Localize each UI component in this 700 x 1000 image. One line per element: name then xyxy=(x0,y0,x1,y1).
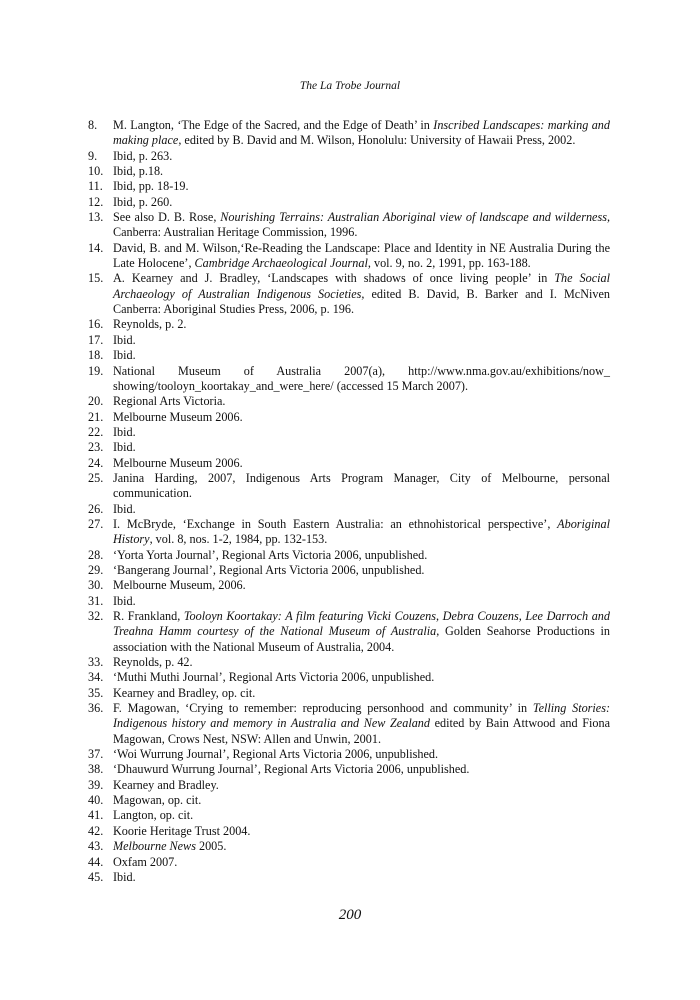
endnote-item xyxy=(88,655,610,670)
endnote-item xyxy=(88,839,610,854)
endnote-text-run: Ibid. xyxy=(113,593,136,608)
endnote-item xyxy=(88,179,610,194)
endnote-number: 40. xyxy=(88,793,104,808)
endnote-item xyxy=(88,333,610,348)
endnote-item xyxy=(88,793,610,808)
endnote-text xyxy=(113,670,434,684)
endnote-text xyxy=(113,563,424,577)
endnote-text xyxy=(113,210,610,239)
endnote-text xyxy=(113,778,219,792)
endnote-item xyxy=(88,701,610,747)
endnote-number: 32. xyxy=(88,609,104,623)
endnote-text-run: edited B. David, B. Barker and I. McNiven Canberra: Aboriginal Studies Press, 2006, p. 196. xyxy=(113,286,610,317)
endnote-item xyxy=(88,686,610,701)
endnote-item xyxy=(88,425,610,440)
endnote-number: 43. xyxy=(88,839,104,854)
endnote-text xyxy=(113,195,172,209)
endnote-text xyxy=(113,855,177,869)
endnote-text xyxy=(113,394,225,408)
endnote-item xyxy=(88,164,610,179)
endnote-text-run: Oxfam 2007. xyxy=(113,854,178,869)
endnote-text xyxy=(113,456,243,470)
endnote-item xyxy=(88,271,610,317)
endnote-text xyxy=(113,793,201,807)
endnote-item xyxy=(88,563,610,578)
endnote-text xyxy=(113,609,610,654)
endnote-number: 38. xyxy=(88,762,104,777)
endnote-text-run: ‘Woi Wurrung Journal’, Regional Arts Victoria 2006, unpublished. xyxy=(113,747,439,762)
endnote-item xyxy=(88,870,610,885)
endnote-text-run: I. McBryde, ‘Exchange in South Eastern Australia: an ethnohistorical perspective’, xyxy=(113,516,558,531)
endnote-italic-title: Cambridge Archaeological Journal xyxy=(194,256,368,271)
endnote-text xyxy=(113,118,610,147)
endnote-number: 17. xyxy=(88,332,104,347)
endnote-text-run: , edited by B. David and M. Wilson, Honolulu: University of Hawaii Press, 2002. xyxy=(178,133,576,148)
endnote-text xyxy=(113,762,469,776)
endnote-item xyxy=(88,670,610,685)
endnote-number: 25. xyxy=(88,470,104,485)
endnote-text-run: Ibid. xyxy=(113,348,136,363)
endnote-text xyxy=(113,747,438,761)
endnote-item xyxy=(88,578,610,593)
endnote-text xyxy=(113,594,136,608)
endnote-number: 20. xyxy=(88,394,104,409)
endnote-number: 13. xyxy=(88,210,104,225)
endnote-text-run: Melbourne Museum, 2006. xyxy=(113,578,246,593)
endnote-text xyxy=(113,348,136,362)
endnote-item xyxy=(88,609,610,655)
page-number: 200 xyxy=(338,907,362,923)
endnote-number: 18. xyxy=(88,348,104,363)
endnote-text-run: See also D. B. Rose, xyxy=(113,210,221,225)
endnote-text-run: Ibid, p. 260. xyxy=(113,194,173,209)
endnote-item xyxy=(88,364,610,395)
endnote-text xyxy=(113,271,610,316)
endnote-text xyxy=(113,425,136,439)
endnote-text-run: Janina Harding, 2007, Indigenous Arts Program Manager, City of Melbourne, personal communication. xyxy=(113,470,610,501)
endnote-text xyxy=(113,701,610,746)
endnote-text-run: Melbourne Museum 2006. xyxy=(113,409,243,424)
endnote-text xyxy=(113,164,163,178)
endnote-item xyxy=(88,855,610,870)
endnote-item xyxy=(88,778,610,793)
endnote-text-run: ‘Yorta Yorta Journal’, Regional Arts Victoria 2006, unpublished. xyxy=(113,547,428,562)
endnote-number: 8. xyxy=(88,118,98,132)
endnote-number: 11. xyxy=(88,179,103,194)
endnote-number: 14. xyxy=(88,240,104,255)
endnote-number: 26. xyxy=(88,501,104,516)
endnote-italic-title: Melbourne News xyxy=(113,839,196,854)
endnote-item xyxy=(88,594,610,609)
endnote-text xyxy=(113,364,610,393)
endnote-item xyxy=(88,747,610,762)
endnote-text xyxy=(113,179,189,193)
endnote-text-run: Regional Arts Victoria. xyxy=(113,394,226,409)
endnote-text xyxy=(113,824,250,838)
endnote-text-run: National Museum of Australia 2007(a), http://www.nma.gov.au/exhibitions/now_ showing/tooloyn_koortakay_and_were_here/ (accessed 15 March 2007). xyxy=(113,363,610,393)
endnote-number: 37. xyxy=(88,747,104,762)
endnote-number: 42. xyxy=(88,823,104,838)
endnote-item xyxy=(88,394,610,409)
endnote-item xyxy=(88,348,610,363)
endnote-number: 21. xyxy=(88,409,104,424)
endnote-text-run: Ibid. xyxy=(113,332,136,347)
endnote-text-run: Ibid. xyxy=(113,501,136,516)
endnote-text-run: Reynolds, p. 2. xyxy=(113,317,187,332)
endnote-text-run: ‘Dhauwurd Wurrung Journal’, Regional Arts Victoria 2006, unpublished. xyxy=(113,762,470,777)
endnote-text-run: 2005. xyxy=(195,839,227,854)
endnote-text xyxy=(113,839,226,853)
endnote-text xyxy=(113,440,136,454)
endnote-number: 23. xyxy=(88,440,104,455)
endnote-text-run: ‘Muthi Muthi Journal’, Regional Arts Victoria 2006, unpublished. xyxy=(113,670,435,685)
endnote-item xyxy=(88,517,610,548)
endnote-text-run: Ibid. xyxy=(113,424,136,439)
endnote-number: 36. xyxy=(88,701,104,716)
endnote-text-run: David, B. and M. Wilson,‘Re-Reading the Landscape: Place and Identity in NE Australia During the Late Holocene’, xyxy=(113,240,610,271)
endnote-text-run: Kearney and Bradley. xyxy=(113,777,219,792)
endnote-item xyxy=(88,440,610,455)
endnote-item xyxy=(88,762,610,777)
endnote-number: 30. xyxy=(88,578,104,593)
endnote-text-run: Ibid, p.18. xyxy=(113,164,164,179)
endnote-text xyxy=(113,808,193,822)
endnote-number: 31. xyxy=(88,593,104,608)
endnote-number: 12. xyxy=(88,194,104,209)
endnote-number: 22. xyxy=(88,424,104,439)
endnote-number: 28. xyxy=(88,547,104,562)
endnote-text-run: Reynolds, p. 42. xyxy=(113,655,193,670)
endnote-text xyxy=(113,471,610,500)
endnote-item xyxy=(88,471,610,502)
endnote-text-run: Canberra: Australian Heritage Commission, 1996. xyxy=(113,225,358,240)
endnote-text-run: edited by Bain Attwood and Fiona Magowan, Crows Nest, NSW: Allen and Unwin, 2001. xyxy=(113,716,610,746)
endnote-text-run: M. Langton, ‘The Edge of the Sacred, and the Edge of Death’ in xyxy=(113,118,434,132)
endnote-text-run: Koorie Heritage Trust 2004. xyxy=(113,823,251,838)
endnote-item xyxy=(88,241,610,272)
endnote-number: 10. xyxy=(88,164,104,179)
endnote-text xyxy=(113,578,246,592)
endnote-item xyxy=(88,317,610,332)
endnote-text xyxy=(113,655,193,669)
endnote-number: 39. xyxy=(88,777,104,792)
endnote-text-run: R. Frankland, xyxy=(113,609,184,623)
endnote-number: 44. xyxy=(88,854,104,869)
endnote-text xyxy=(113,149,172,163)
endnote-text xyxy=(113,333,136,347)
endnote-italic-title: The Social Archaeology of Australian Indigenous Societies, xyxy=(113,271,610,301)
endnote-italic-title: Inscribed Landscapes: marking and making place xyxy=(113,118,610,148)
endnote-item xyxy=(88,456,610,471)
endnotes-list xyxy=(88,118,610,885)
endnote-text-run: Ibid. xyxy=(113,869,136,884)
endnote-text-run: , vol. 8, nos. 1-2, 1984, pp. 132-153. xyxy=(149,532,328,547)
endnote-text-run: Ibid, pp. 18-19. xyxy=(113,179,189,194)
endnote-number: 24. xyxy=(88,455,104,470)
endnote-text-run: Kearney and Bradley, op. cit. xyxy=(113,685,256,700)
endnote-text-run: Ibid, p. 263. xyxy=(113,148,173,163)
endnote-item xyxy=(88,149,610,164)
endnote-number: 15. xyxy=(88,271,104,286)
endnote-item xyxy=(88,118,610,149)
endnote-text-run: Magowan, op. cit. xyxy=(113,793,202,808)
endnote-text-run: , vol. 9, no. 2, 1991, pp. 163-188. xyxy=(367,256,531,271)
endnote-item xyxy=(88,410,610,425)
endnote-text xyxy=(113,241,610,270)
endnote-item xyxy=(88,824,610,839)
endnote-number: 45. xyxy=(88,869,104,884)
endnote-italic-title: Nourishing Terrains: Australian Aboriginal view of landscape and wilderness, xyxy=(220,210,610,225)
endnote-text-run: A. Kearney and J. Bradley, ‘Landscapes with shadows of once living people’ in xyxy=(113,271,555,286)
endnote-number: 9. xyxy=(88,148,98,163)
endnote-text-run: F. Magowan, ‘Crying to remember: reproducing personhood and community’ in xyxy=(113,701,533,716)
endnote-italic-title: Telling Stories: Indigenous history and memory in Australia and New Zealand xyxy=(113,701,611,731)
endnote-number: 27. xyxy=(88,516,104,531)
endnote-item xyxy=(88,210,610,241)
endnote-number: 19. xyxy=(88,363,104,378)
endnote-text-run: Ibid. xyxy=(113,440,136,455)
endnote-text-run: , Golden Seahorse Productions in association with the National Museum of Australia, 2004. xyxy=(113,624,610,654)
endnote-number: 35. xyxy=(88,685,104,700)
endnote-italic-title: Aboriginal History xyxy=(113,516,610,547)
endnote-text xyxy=(113,502,136,516)
endnote-text-run: Langton, op. cit. xyxy=(113,808,194,823)
endnote-number: 33. xyxy=(88,655,104,670)
endnote-number: 29. xyxy=(88,562,104,577)
endnote-text xyxy=(113,410,243,424)
endnote-number: 16. xyxy=(88,317,104,332)
endnote-item xyxy=(88,195,610,210)
endnote-item xyxy=(88,548,610,563)
endnote-text xyxy=(113,686,255,700)
endnote-text-run: ‘Bangerang Journal’, Regional Arts Victoria 2006, unpublished. xyxy=(113,562,425,577)
endnote-item xyxy=(88,808,610,823)
endnote-text xyxy=(113,870,136,884)
endnote-number: 34. xyxy=(88,670,104,685)
endnote-text-run: Melbourne Museum 2006. xyxy=(113,455,243,470)
endnote-item xyxy=(88,502,610,517)
endnote-text xyxy=(113,517,610,546)
endnote-text xyxy=(113,548,427,562)
endnote-italic-title: Tooloyn Koortakay: A film featuring Vicki Couzens, Debra Couzens, Lee Darroch and Treahna Hamm courtesy of the National Museum of Australia xyxy=(113,609,610,639)
running-head: The La Trobe Journal xyxy=(299,80,401,92)
endnote-number: 41. xyxy=(88,808,104,823)
endnote-text xyxy=(113,317,186,331)
